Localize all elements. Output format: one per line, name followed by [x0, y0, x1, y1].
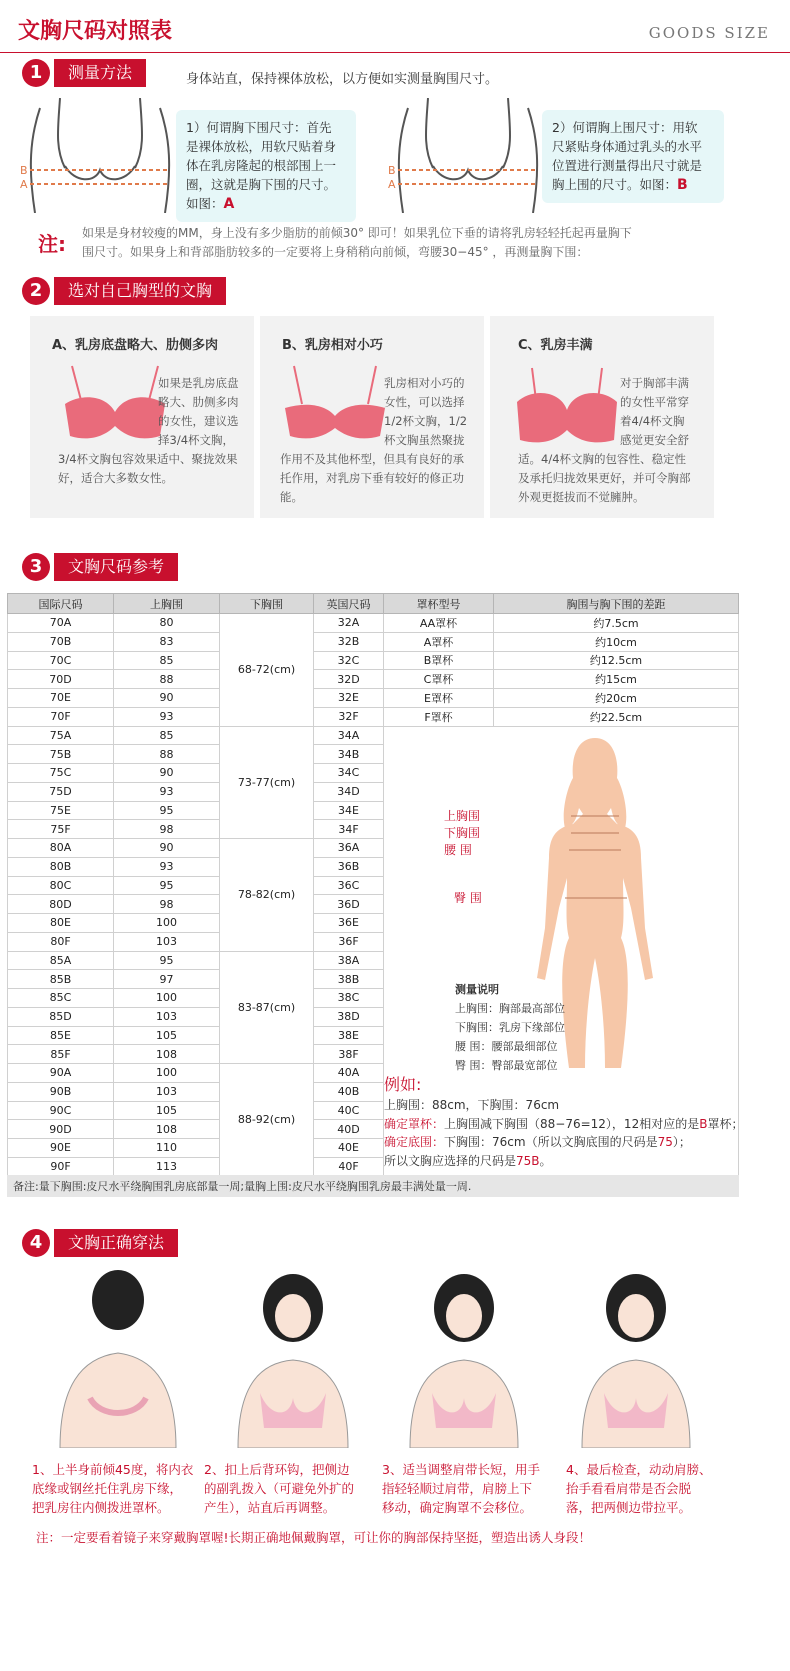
note-label: 注: [38, 232, 66, 256]
section-2-header [22, 276, 226, 306]
table-cell: 95 [114, 876, 220, 895]
bra-icon [60, 364, 170, 444]
table-header: 英国尺码 [314, 594, 384, 614]
label-a: A [388, 178, 396, 191]
table-cell: 85 [114, 651, 220, 670]
step-2-text: 2、扣上后背环钩，把侧边 的副乳拨入（可避免外扩的 产生），站直后再调整。 [204, 1462, 355, 1515]
table-cell: 75B [8, 745, 114, 764]
note-mark-b: B [677, 177, 688, 193]
table-cell: 约20cm [494, 689, 739, 708]
table-cell: 108 [114, 1120, 220, 1139]
table-cell: 75F [8, 820, 114, 839]
step-1-illustration [40, 1268, 190, 1448]
step-3-text: 3、适当调整肩带长短，用手 指轻轻顺过肩带，肩膀上下 移动，确定胸罩不会移位。 [382, 1462, 540, 1515]
table-cell: 32B [314, 632, 384, 651]
measure-note-1 [176, 110, 356, 222]
table-cell: 38C [314, 989, 384, 1008]
table-row [8, 707, 739, 726]
table-cell: 93 [114, 857, 220, 876]
section-label: 选对自己胸型的文胸 [54, 277, 226, 305]
table-header: 国际尺码 [8, 594, 114, 614]
table-cell: 90 [114, 764, 220, 783]
card-side-text: 乳房相对小巧的 女性，可以选择 1/2杯文胸，1/2 杯文胸虽然聚拢 [384, 376, 468, 447]
card-bottom-text: 适。4/4杯文胸的包容性、稳定性 及承托归拢效果更好，并可令胸部 外观更挺拔而不觉臃肿。 [518, 452, 691, 504]
note-line: 如果是身材较瘦的MM，身上没有多少脂肪的前倾30° 即可！如果乳位下垂的请将乳房轻轻托起再量胸下 [82, 226, 632, 240]
table-cell: 34F [314, 820, 384, 839]
section-1-note [82, 224, 772, 262]
table-row [8, 651, 739, 670]
table-cell: 113 [114, 1157, 220, 1176]
table-cell: 38A [314, 951, 384, 970]
table-cell: 100 [114, 1064, 220, 1083]
table-cell: 34B [314, 745, 384, 764]
underbust-range: 88-92(cm) [220, 1064, 314, 1177]
table-cell: 70C [8, 651, 114, 670]
card-title: A、乳房底盘略大、肋侧多肉 [52, 338, 219, 353]
table-cell: 32E [314, 689, 384, 708]
table-row [8, 614, 739, 633]
table-row [8, 670, 739, 689]
table-cell: 40C [314, 1101, 384, 1120]
table-cell: 70A [8, 614, 114, 633]
table-cell: 34E [314, 801, 384, 820]
bra-icon [512, 366, 622, 446]
table-cell: B罩杯 [384, 651, 494, 670]
note-line: 围尺寸。如果身上和背部脂肪较多的一定要将上身稍稍向前倾，弯腰30−45° ，再测量胸下围： [82, 245, 589, 259]
table-row [8, 632, 739, 651]
table-cell: 75C [8, 764, 114, 783]
table-header: 上胸围 [114, 594, 220, 614]
table-cell: 32F [314, 707, 384, 726]
table-cell: 38D [314, 1007, 384, 1026]
note-line: 体在乳房隆起的根部围上一 [186, 158, 337, 173]
table-header: 胸围与胸下围的差距 [494, 594, 739, 614]
table-cell: 32C [314, 651, 384, 670]
table-cell: 38B [314, 970, 384, 989]
table-cell: 83 [114, 632, 220, 651]
example-title: 例如: [384, 1075, 422, 1094]
example-block [384, 1074, 743, 1170]
table-cell: 约15cm [494, 670, 739, 689]
section-number: 3 [22, 553, 50, 581]
table-cell: 90D [8, 1120, 114, 1139]
table-cell: 36C [314, 876, 384, 895]
table-cell: 75A [8, 726, 114, 745]
table-cell: C罩杯 [384, 670, 494, 689]
section-4-header [22, 1228, 178, 1258]
body-label: 下胸围 [444, 826, 481, 840]
table-cell: 34C [314, 764, 384, 783]
label-a: A [20, 178, 28, 191]
table-cell: 95 [114, 801, 220, 820]
table-cell: 75D [8, 782, 114, 801]
table-cell: 38F [314, 1045, 384, 1064]
table-cell: 103 [114, 932, 220, 951]
bra-icon [280, 364, 390, 444]
measure-note-2 [542, 110, 724, 203]
table-cell: 85A [8, 951, 114, 970]
step-2-illustration [218, 1268, 368, 1448]
table-cell: 90A [8, 1064, 114, 1083]
section-label: 文胸尺码参考 [54, 553, 178, 581]
table-cell: 40D [314, 1120, 384, 1139]
table-cell: 36E [314, 914, 384, 933]
body-label: 上胸围 [444, 809, 481, 823]
note-line: 尺紧贴身体通过乳头的水平 [552, 139, 703, 154]
table-cell: AA罩杯 [384, 614, 494, 633]
table-cell: 88 [114, 745, 220, 764]
table-cell: 88 [114, 670, 220, 689]
table-cell: 85C [8, 989, 114, 1008]
underbust-range: 73-77(cm) [220, 726, 314, 839]
table-cell: 70D [8, 670, 114, 689]
step-4-illustration [566, 1268, 716, 1448]
label-b: B [20, 164, 28, 177]
card-side-text: 如果是乳房底盘 略大、肋侧多肉 的女性，建议选 择3/4杯文胸， [158, 376, 239, 447]
table-cell: 90 [114, 689, 220, 708]
bottom-note: 注：一定要看着镜子来穿戴胸罩喔!长期正确地佩戴胸罩，可让你的胸部保持坚挺，塑造出诱人身段！ [36, 1530, 592, 1545]
table-cell: 40F [314, 1157, 384, 1176]
table-cell: 约7.5cm [494, 614, 739, 633]
table-cell: 40A [314, 1064, 384, 1083]
table-cell: 40B [314, 1082, 384, 1101]
table-cell: 约22.5cm [494, 707, 739, 726]
section-1-intro: 身体站直，保持裸体放松，以方便如实测量胸围尺寸。 [186, 72, 499, 87]
table-cell: 85 [114, 726, 220, 745]
card-bottom-text: 作用不及其他杯型，但具有良好的承 托作用，对乳房下垂有较好的修正功 能。 [280, 452, 464, 504]
page-title: 文胸尺码对照表 [18, 19, 173, 44]
table-cell: 80C [8, 876, 114, 895]
table-cell: 110 [114, 1139, 220, 1158]
table-cell: 80F [8, 932, 114, 951]
table-cell: 80 [114, 614, 220, 633]
note-mark-a: A [223, 196, 235, 212]
body-label-list [444, 808, 480, 859]
table-cell: 90C [8, 1101, 114, 1120]
table-cell: 93 [114, 707, 220, 726]
table-cell: 108 [114, 1045, 220, 1064]
table-cell: 105 [114, 1026, 220, 1045]
table-cell: 75E [8, 801, 114, 820]
table-cell: 34A [314, 726, 384, 745]
table-cell: 100 [114, 989, 220, 1008]
section-number: 2 [22, 277, 50, 305]
table-cell: 约12.5cm [494, 651, 739, 670]
table-cell: 103 [114, 1007, 220, 1026]
table-cell: 36B [314, 857, 384, 876]
table-cell: 80B [8, 857, 114, 876]
table-cell: 85F [8, 1045, 114, 1064]
example-line: 上胸围：88cm，下胸围：76cm [384, 1098, 560, 1112]
underbust-range: 78-82(cm) [220, 839, 314, 952]
note-line: 2）何谓胸上围尺寸：用软 [552, 120, 698, 135]
page-title-en: GOODS SIZE [648, 24, 770, 42]
section-3-header [22, 552, 178, 582]
table-cell: 85D [8, 1007, 114, 1026]
section-number: 4 [22, 1229, 50, 1257]
table-header: 罩杯型号 [384, 594, 494, 614]
step-1-text: 1、上半身前倾45度，将内衣 底缘或钢丝托住乳房下缘， 把乳房往内侧拨进罩杯。 [32, 1462, 194, 1515]
table-cell: E罩杯 [384, 689, 494, 708]
note-line: 1）何谓胸下围尺寸：首先 [186, 120, 332, 135]
table-cell: 80A [8, 839, 114, 858]
torso-illustration-a [20, 98, 175, 213]
section-label: 测量方法 [54, 59, 146, 87]
table-cell: 85E [8, 1026, 114, 1045]
table-cell: 90F [8, 1157, 114, 1176]
table-cell: 105 [114, 1101, 220, 1120]
step-4-text: 4、最后检查，动动肩膀、 抬手看看肩带是否会脱 落，把两侧边带拉平。 [566, 1462, 712, 1515]
table-cell: 85B [8, 970, 114, 989]
note-line: 圈，这就是胸下围的尺寸。 [186, 177, 337, 192]
step-3-illustration [392, 1268, 542, 1448]
example-line: 所以文胸应选择的尺码是75B。 [384, 1153, 552, 1168]
body-label: 腰 围 [444, 843, 472, 857]
label-b: B [388, 164, 396, 177]
note-line: 是裸体放松，用软尺贴着身 [186, 139, 337, 154]
card-side-text: 对于胸部丰满 的女性平常穿 着4/4杯文胸 感觉更安全舒 [620, 376, 689, 447]
table-cell: 约10cm [494, 632, 739, 651]
table-cell: 70B [8, 632, 114, 651]
note-line: 位置进行测量得出尺寸就是 [552, 158, 703, 173]
body-label: 臀 围 [454, 891, 482, 905]
table-cell: 98 [114, 820, 220, 839]
bra-type-card-a [30, 316, 254, 518]
table-row [8, 689, 739, 708]
table-cell: 36F [314, 932, 384, 951]
table-cell: 36A [314, 839, 384, 858]
table-cell: 32D [314, 670, 384, 689]
section-number: 1 [22, 59, 50, 87]
table-cell: 70F [8, 707, 114, 726]
table-cell: 80E [8, 914, 114, 933]
card-title: C、乳房丰满 [518, 338, 593, 353]
table-cell: 90 [114, 839, 220, 858]
table-cell: 93 [114, 782, 220, 801]
underbust-range: 83-87(cm) [220, 951, 314, 1064]
table-cell: F罩杯 [384, 707, 494, 726]
card-title: B、乳房相对小巧 [282, 338, 383, 353]
table-cell: 98 [114, 895, 220, 914]
table-cell: 97 [114, 970, 220, 989]
note-tail: 胸上围的尺寸。如图： [552, 177, 678, 192]
table-cell: 32A [314, 614, 384, 633]
table-cell: 90E [8, 1139, 114, 1158]
bra-type-card-c [490, 316, 714, 518]
example-line: 确定底围：下胸围：76cm（所以文胸底围的尺码是75）； [384, 1135, 691, 1149]
torso-illustration-b [388, 98, 543, 213]
measure-title: 测量说明 [455, 983, 499, 996]
table-cell: 103 [114, 1082, 220, 1101]
table-footnote: 备注:量下胸围:皮尺水平绕胸围乳房底部量一周;量胸上围:皮尺水平绕胸围乳房最丰满处量一周. [7, 1175, 739, 1197]
table-cell: 36D [314, 895, 384, 914]
example-line: 确定罩杯：上胸围减下胸围（88−76=12），12相对应的是B罩杯； [384, 1116, 744, 1131]
table-header-row [8, 594, 739, 614]
underbust-range: 68-72(cm) [220, 614, 314, 727]
note-tail: 如图： [186, 196, 224, 211]
table-cell: 34D [314, 782, 384, 801]
table-cell: 90B [8, 1082, 114, 1101]
table-header: 下胸围 [220, 594, 314, 614]
table-cell: 38E [314, 1026, 384, 1045]
table-cell: A罩杯 [384, 632, 494, 651]
card-bottom-text: 3/4杯文胸包容效果适中、聚拢效果 好，适合大多数女性。 [58, 452, 238, 485]
table-cell: 80D [8, 895, 114, 914]
table-cell: 70E [8, 689, 114, 708]
measure-explanation: 测量说明 上胸围：胸部最高部位 下胸围：乳房下缘部位 腰 围：腰部最细部位 臀 围：臀部最宽部位 [455, 980, 565, 1075]
title-divider [0, 52, 790, 53]
table-cell: 95 [114, 951, 220, 970]
section-1-header [22, 58, 146, 88]
bra-type-card-b [260, 316, 484, 518]
table-cell: 40E [314, 1139, 384, 1158]
table-cell: 100 [114, 914, 220, 933]
section-label: 文胸正确穿法 [54, 1229, 178, 1257]
